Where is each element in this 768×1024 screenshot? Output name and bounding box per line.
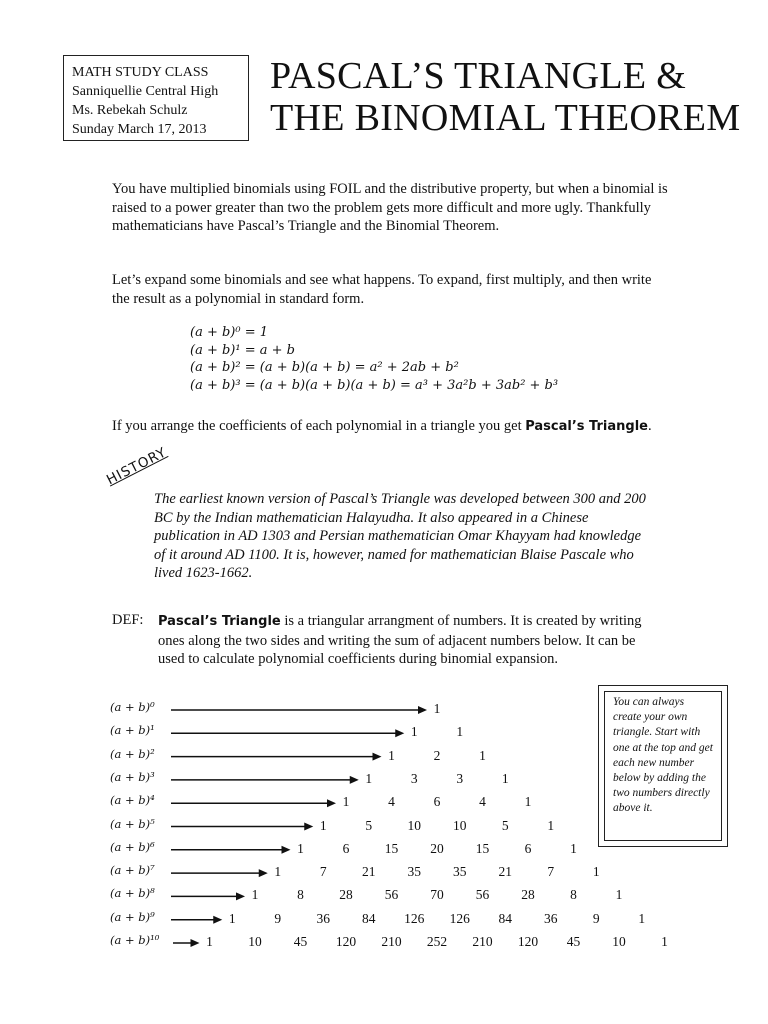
triangle-number: 5 [365, 817, 373, 833]
triangle-number: 56 [475, 887, 490, 903]
triangle-number: 1 [206, 934, 213, 949]
row-arrow-head [236, 892, 245, 900]
row-label: (a + b)⁶ [110, 839, 155, 854]
triangle-number: 1 [388, 747, 395, 763]
expand-instructions: Let’s expand some binomials and see what happens. To expand, first multiply, and then write the result as a polynomial in standard form. [112, 272, 652, 307]
triangle-number: 10 [407, 817, 421, 833]
triangle-number: 6 [433, 794, 441, 810]
row-label: (a + b)⁹ [110, 909, 155, 924]
triangle-number: 9 [274, 910, 282, 926]
row-arrow-head [373, 753, 382, 761]
row-label: (a + b)¹⁰ [110, 933, 160, 947]
school-name: Sanniquellie Central High [72, 84, 219, 99]
triangle-number: 8 [297, 887, 304, 903]
row-arrow-head [213, 916, 222, 924]
triangle-number: 21 [498, 864, 512, 880]
class-name: MATH STUDY CLASS [72, 65, 209, 80]
triangle-number: 36 [544, 910, 558, 926]
triangle-number: 4 [479, 794, 486, 810]
triangle-number: 8 [570, 887, 577, 903]
triangle-number: 21 [362, 864, 376, 880]
expansion-3: (a + b)³ = (a + b)(a + b)(a + b) = a³ + 3a²b + 3ab² + b³ [190, 377, 559, 393]
triangle-number: 1 [274, 864, 282, 880]
triangle-number: 6 [342, 840, 350, 856]
triangle-number: 1 [456, 724, 464, 740]
triangle-number: 1 [547, 817, 555, 833]
row-label: (a + b)² [110, 746, 155, 761]
triangle-number: 36 [316, 910, 330, 926]
expansion-0: (a + b)⁰ = 1 [190, 325, 269, 340]
triangle-number: 70 [430, 887, 444, 903]
arrange-text: If you arrange the coefficients of each polynomial in a triangle you get [112, 418, 526, 434]
triangle-number: 1 [570, 840, 577, 856]
triangle-number: 28 [339, 887, 353, 903]
triangle-number: 10 [453, 817, 467, 833]
triangle-number: 3 [456, 770, 464, 786]
triangle-number: 35 [407, 864, 421, 880]
triangle-number: 6 [524, 840, 532, 856]
triangle-number: 1 [251, 887, 259, 903]
triangle-number: 120 [517, 934, 539, 949]
triangle-number: 2 [433, 747, 441, 763]
triangle-number: 1 [615, 887, 623, 903]
row-label: (a + b)⁴ [110, 793, 155, 808]
triangle-number: 5 [501, 817, 509, 833]
triangle-number: 15 [384, 840, 399, 856]
history-label: HISTORY [104, 444, 170, 489]
triangle-number: 1 [479, 747, 486, 763]
triangle-number: 84 [362, 910, 376, 926]
row-arrow-head [282, 846, 291, 854]
triangle-number: 1 [592, 864, 600, 880]
triangle-number: 210 [472, 934, 493, 949]
title-line-2: THE BINOMIAL THEOREM [270, 97, 741, 139]
triangle-number: 1 [501, 770, 509, 786]
triangle-number: 9 [592, 910, 600, 926]
triangle-number: 1 [524, 794, 532, 810]
expansion-1: (a + b)¹ = a + b [190, 342, 295, 358]
row-arrow-head [350, 776, 359, 784]
row-label: (a + b)⁰ [110, 700, 155, 714]
row-arrow-head [191, 939, 200, 947]
triangle-number: 3 [410, 770, 418, 786]
triangle-number: 1 [228, 910, 236, 926]
triangle-number: 20 [430, 840, 444, 856]
title-line-1: PASCAL’S TRIANGLE & [270, 55, 687, 97]
tip-text: You can always create your own triangle. Start with one at the top and get each new number below by adding the two numbers directly above it. [604, 691, 722, 841]
row-label: (a + b)⁵ [110, 816, 155, 831]
triangle-number: 1 [433, 701, 441, 716]
definition-body: is a triangular arrangment of numbers. It is created by writing ones along the two sides and writing the sum of adjacent numbers below. It can be used to calculate polynomial coefficients during binomial expansion. [158, 613, 642, 667]
class-date: Sunday March 17, 2013 [72, 122, 207, 137]
triangle-number: 1 [365, 770, 373, 786]
teacher-name: Ms. Rebekah Schulz [72, 103, 188, 118]
triangle-number: 1 [661, 934, 668, 949]
triangle-number: 126 [404, 910, 425, 926]
intro-paragraph: You have multiplied binomials using FOIL and the distributive property, but when a binomial is raised to a power greater than two the problem gets more difficult and more ugly. Thankfully mathematicians have Pascal’s Triangle and the Binomial Theorem. [112, 181, 668, 234]
row-label: (a + b)¹ [110, 723, 155, 738]
row-arrow-head [418, 706, 427, 714]
definition-label: DEF: [112, 612, 144, 628]
triangle-number: 7 [547, 864, 555, 880]
triangle-number: 1 [297, 840, 304, 856]
triangle-number: 10 [612, 934, 626, 949]
triangle-number: 28 [521, 887, 535, 903]
triangle-number: 45 [566, 934, 581, 949]
triangle-number: 120 [335, 934, 357, 949]
triangle-number: 7 [319, 864, 327, 880]
row-arrow-head [327, 799, 336, 807]
triangle-number: 1 [319, 817, 327, 833]
triangle-number: 84 [498, 910, 512, 926]
row-arrow-head [304, 823, 313, 831]
triangle-number: 1 [342, 794, 350, 810]
triangle-number: 15 [475, 840, 490, 856]
arrange-term: Pascal’s Triangle [525, 419, 648, 434]
row-arrow-head [395, 729, 404, 737]
triangle-number: 126 [449, 910, 470, 926]
triangle-number: 45 [293, 934, 308, 949]
row-label: (a + b)⁷ [110, 863, 155, 878]
definition-term: Pascal’s Triangle [158, 614, 281, 629]
triangle-number: 4 [388, 794, 395, 810]
row-label: (a + b)⁸ [110, 886, 155, 901]
expansion-2: (a + b)² = (a + b)(a + b) = a² + 2ab + b² [190, 360, 459, 375]
history-text: The earliest known version of Pascal’s Triangle was developed between 300 and 200 BC by the Indian mathematician Halayudha. It also appeared in a Chinese publication in AD 1303 and Persian mathematician Omar Khayyam had knowledge of it around AD 1100. It is, however, named for mathematician Blaise Pascale who lived 1623-1662. [154, 491, 646, 581]
triangle-number: 1 [638, 910, 646, 926]
triangle-number: 10 [248, 934, 262, 949]
row-arrow-head [259, 869, 268, 877]
triangle-number: 1 [410, 724, 418, 740]
triangle-number: 210 [381, 934, 402, 949]
triangle-number: 56 [384, 887, 399, 903]
arrange-end: . [647, 418, 652, 434]
triangle-number: 252 [426, 934, 448, 949]
row-label: (a + b)³ [110, 769, 155, 784]
triangle-number: 35 [453, 864, 467, 880]
